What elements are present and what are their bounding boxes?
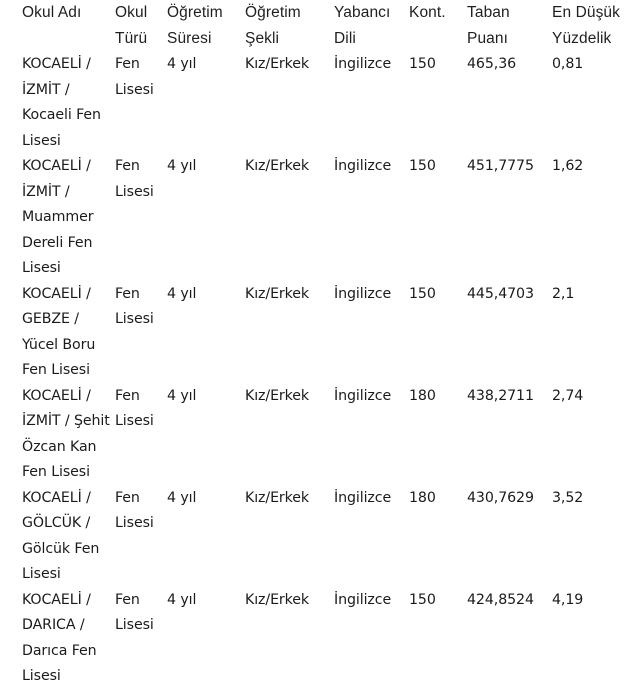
column-header-type[interactable]: Okul Türü [115,4,148,47]
cell-percent: 2,74 [552,387,584,404]
cell-school: KOCAELİ / İZMİT / Şehit Özcan Kan Fen Lisesi [22,387,110,480]
cell-type: Fen Lisesi [115,56,154,98]
table-header [0,0,633,52]
cell-type: Fen Lisesi [115,158,154,200]
cell-score: 424,8524 [467,591,534,608]
cell-language: İngilizce [334,158,392,174]
cell-quota: 150 [409,56,436,72]
column-header-percent[interactable]: En Düşük Yüzdelik [552,4,620,47]
cell-percent: 1,62 [552,158,584,174]
table-row[interactable] [0,588,633,690]
table-row[interactable] [0,52,633,154]
cell-duration: 4 yıl [167,387,197,404]
cell-percent: 3,52 [552,489,584,506]
cell-school: KOCAELİ / İZMİT / Kocaeli Fen Lisesi [22,56,101,149]
cell-mode: Kız/Erkek [245,56,310,72]
cell-type: Fen Lisesi [115,591,154,633]
table-row[interactable] [0,384,633,486]
cell-quota: 180 [409,489,436,506]
column-header-school[interactable]: Okul Adı [22,4,82,21]
cell-percent: 0,81 [552,56,584,72]
column-header-duration[interactable]: Öğretim Süresi [167,4,223,47]
column-header-mode[interactable]: Öğretim Şekli [245,4,301,47]
table-row[interactable] [0,154,633,282]
cell-quota: 150 [409,285,436,302]
cell-duration: 4 yıl [167,56,197,72]
cell-duration: 4 yıl [167,285,197,302]
table-header-row [0,0,633,52]
cell-school: KOCAELİ / GEBZE / Yücel Boru Fen Lisesi [22,285,96,378]
column-header-score[interactable]: Taban Puanı [467,4,510,47]
cell-school: KOCAELİ / GÖLCÜK / Gölcük Fen Lisesi [22,489,100,582]
cell-type: Fen Lisesi [115,387,154,429]
table-body [0,52,633,690]
cell-score: 465,36 [467,56,517,72]
cell-quota: 180 [409,387,436,404]
column-header-quota[interactable]: Kont. [409,4,446,21]
cell-percent: 2,1 [552,285,575,302]
cell-mode: Kız/Erkek [245,285,310,302]
cell-score: 445,4703 [467,285,534,302]
cell-school: KOCAELİ / İZMİT / Muammer Dereli Fen Lisesi [22,158,94,276]
cell-language: İngilizce [334,591,392,608]
cell-mode: Kız/Erkek [245,387,310,404]
cell-language: İngilizce [334,489,392,506]
cell-mode: Kız/Erkek [245,591,310,608]
cell-school: KOCAELİ / DARICA / Darıca Fen Lisesi [22,591,97,684]
table-row[interactable] [0,486,633,588]
column-header-language[interactable]: Yabancı Dili [334,4,391,47]
cell-language: İngilizce [334,387,392,404]
cell-score: 438,2711 [467,387,534,404]
cell-quota: 150 [409,591,436,608]
table-row[interactable] [0,282,633,384]
cell-type: Fen Lisesi [115,489,154,531]
cell-score: 451,7775 [467,158,534,174]
cell-percent: 4,19 [552,591,584,608]
cell-duration: 4 yıl [167,591,197,608]
cell-duration: 4 yıl [167,158,197,174]
cell-quota: 150 [409,158,436,174]
cell-language: İngilizce [334,285,392,302]
cell-mode: Kız/Erkek [245,489,310,506]
cell-score: 430,7629 [467,489,534,506]
cell-language: İngilizce [334,56,392,72]
cell-mode: Kız/Erkek [245,158,310,174]
cell-duration: 4 yıl [167,489,197,506]
cell-type: Fen Lisesi [115,285,154,327]
